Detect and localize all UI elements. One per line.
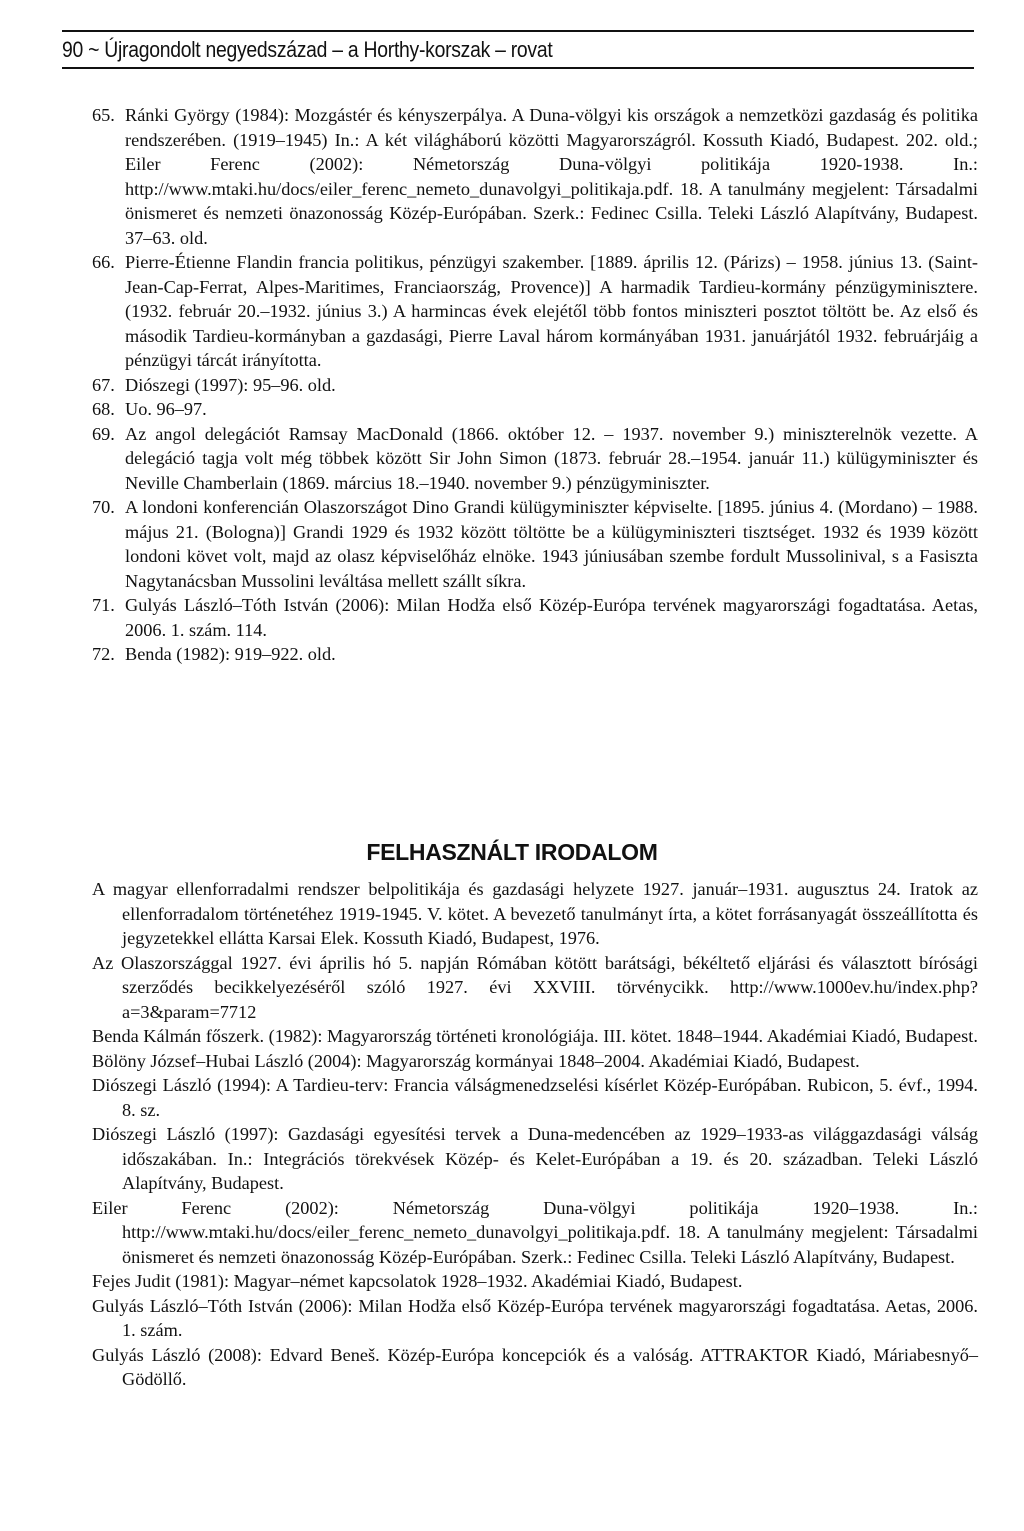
endnote-number: 65. <box>92 105 115 125</box>
endnote <box>92 373 978 398</box>
bibliography-entry: Benda Kálmán főszerk. (1982): Magyarország történeti kronológiája. III. kötet. 1848–1944. Akadémiai Kiadó, Budapest. <box>92 1026 978 1046</box>
bibliography-entry: Diószegi László (1994): A Tardieu-terv: Francia válságmenedzselési kísérlet Közép-Európában. Rubicon, 5. évf., 1994. 8. sz. <box>92 1075 978 1120</box>
endnote-text: Ránki György (1984): Mozgástér és kényszerpálya. A Duna-völgyi kis országok a nemzetközi gazdaság és politika rendszerében. (1919–1945) In.: A két világháború közötti Magyarországról. Kossuth Kiadó, Budapest. 202. old.; Eiler Ferenc (2002): Németország Duna-völgyi politikája 1920-1938. In.: http://www.mtaki.hu/docs/eiler_ferenc_nemeto_dunavolgyi_politikaja.pdf. 18. A tanulmány megjelent: Társadalmi önismeret és nemzeti önazonosság Közép-Európában. Szerk.: Fedinec Csilla. Teleki László Alapítvány, Budapest. 37–63. old. <box>125 105 978 248</box>
endnote-number: 70. <box>92 497 115 517</box>
endnote <box>92 250 978 373</box>
endnote <box>92 397 978 422</box>
endnote-number: 67. <box>92 374 115 395</box>
bibliography-list <box>92 877 978 1392</box>
endnote <box>92 642 978 667</box>
bibliography-entry: Fejes Judit (1981): Magyar–német kapcsolatok 1928–1932. Akadémiai Kiadó, Budapest. <box>92 1271 743 1291</box>
bibliography-entry: Gulyás László (2008): Edvard Beneš. Közép-Európa koncepciók és a valóság. ATTRAKTOR Kiadó, Máriabesnyő–Gödöllő. <box>92 1344 978 1389</box>
bibliography-entry: Eiler Ferenc (2002): Németország Duna-völgyi politikája 1920–1938. In.: http://www.mtaki.hu/docs/eiler_ferenc_nemeto_dunavolgyi_politikaja.pdf. 18. A tanulmány megjelent: Társadalmi önismeret és nemzeti önazonosság Közép-Európában. Szerk.: Fedinec Csilla. Teleki László Alapítvány, Budapest. <box>92 1197 978 1267</box>
running-header <box>62 30 974 70</box>
section-title: FELHASZNÁLT IRODALOM <box>366 839 658 866</box>
header-text: 90 ~ Újragondolt negyedszázad – a Horthy-korszak – rovat <box>62 37 553 62</box>
endnote-text: Pierre-Étienne Flandin francia politikus, pénzügyi szakember. [1889. április 12. (Párizs) – 1958. június 13. (Saint-Jean-Cap-Ferrat, Alpes-Maritimes, Franciaország, Provence)] A harmadik Tardieu-kormány pénzügyminisztere. (1932. február 20.–1932. június 3.) A harmincas évek elejétől több fontos miniszteri posztot töltött be. Az első és második Tardieu-kormányban a gazdasági, Pierre Laval három kormányában 1931. januárjától 1932. februárjáig a pénzügyi tárcát irányította. <box>125 252 978 370</box>
endnote-text: A londoni konferencián Olaszországot Dino Grandi külügyminiszter képviselte. [1895. június 4. (Mordano) – 1988. május 21. (Bologna)] Grandi 1929 és 1932 között töltötte be a külügyminiszteri tisztséget. 1932 és 1939 között londoni követ volt, majd az olasz képviselőház elnöke. 1943 júniusában szembe fordult Mussolinival, s a Fasiszta Nagytanácsban Mussolini leváltása mellett szállt síkra. <box>125 497 978 591</box>
endnote-text: Diószegi (1997): 95–96. old. <box>125 374 336 395</box>
endnote-number: 71. <box>92 595 115 615</box>
endnote-number: 66. <box>92 252 115 272</box>
endnote <box>92 495 978 593</box>
endnote <box>92 103 978 250</box>
header-bottom-rule <box>62 67 974 69</box>
endnote-number: 69. <box>92 423 115 444</box>
header-top-rule <box>62 30 974 32</box>
endnote-text: Gulyás László–Tóth István (2006): Milan Hodža első Közép-Európa tervének magyarországi fogadtatása. Aetas, 2006. 1. szám. 114. <box>125 595 978 640</box>
endnotes-list <box>92 103 978 667</box>
bibliography-entry: Bölöny József–Hubai László (2004): Magyarország kormányai 1848–2004. Akadémiai Kiadó, Budapest. <box>92 1050 860 1071</box>
endnote-text: Uo. 96–97. <box>125 399 207 419</box>
bibliography-entry: Diószegi László (1997): Gazdasági egyesítési tervek a Duna-medencében az 1929–1933-as világgazdasági válság időszakában. In.: Integrációs törekvések Közép- és Kelet-Európában a 19. és 20. században. Teleki László Alapítvány, Budapest. <box>92 1124 978 1193</box>
bibliography-entry: A magyar ellenforradalmi rendszer belpolitikája és gazdasági helyzete 1927. január–1931. augusztus 24. Iratok az ellenforradalom történetéhez 1919-1945. V. kötet. A bevezető tanulmányt írta, a kötet forrásanyagát összeállította és jegyzetekkel ellátta Karsai Elek. Kossuth Kiadó, Budapest, 1976. <box>92 879 978 948</box>
bibliography-entry: Az Olaszországgal 1927. évi április hó 5. napján Rómában kötött barátsági, békéltető eljárási és választott bírósági szerződés becikkelyezéséről szóló 1927. évi XXVIII. törvénycikk. http://www.1000ev.hu/index.php?a=3&param=7712 <box>92 952 978 1022</box>
endnote-number: 72. <box>92 644 115 664</box>
endnote-text: Benda (1982): 919–922. old. <box>125 644 336 664</box>
endnote-number: 68. <box>92 399 115 419</box>
endnote <box>92 422 978 496</box>
endnote <box>92 593 978 642</box>
endnote-text: Az angol delegációt Ramsay MacDonald (1866. október 12. – 1937. november 9.) miniszterelnök vezette. A delegáció tagja volt még többek között Sir John Simon (1873. február 28.–1954. január 11.) külügyminiszter és Neville Chamberlain (1869. március 18.–1940. november 9.) pénzügyminiszter. <box>125 423 978 493</box>
bibliography-entry: Gulyás László–Tóth István (2006): Milan Hodža első Közép-Európa tervének magyarországi fogadtatása. Aetas, 2006. 1. szám. <box>92 1295 978 1340</box>
